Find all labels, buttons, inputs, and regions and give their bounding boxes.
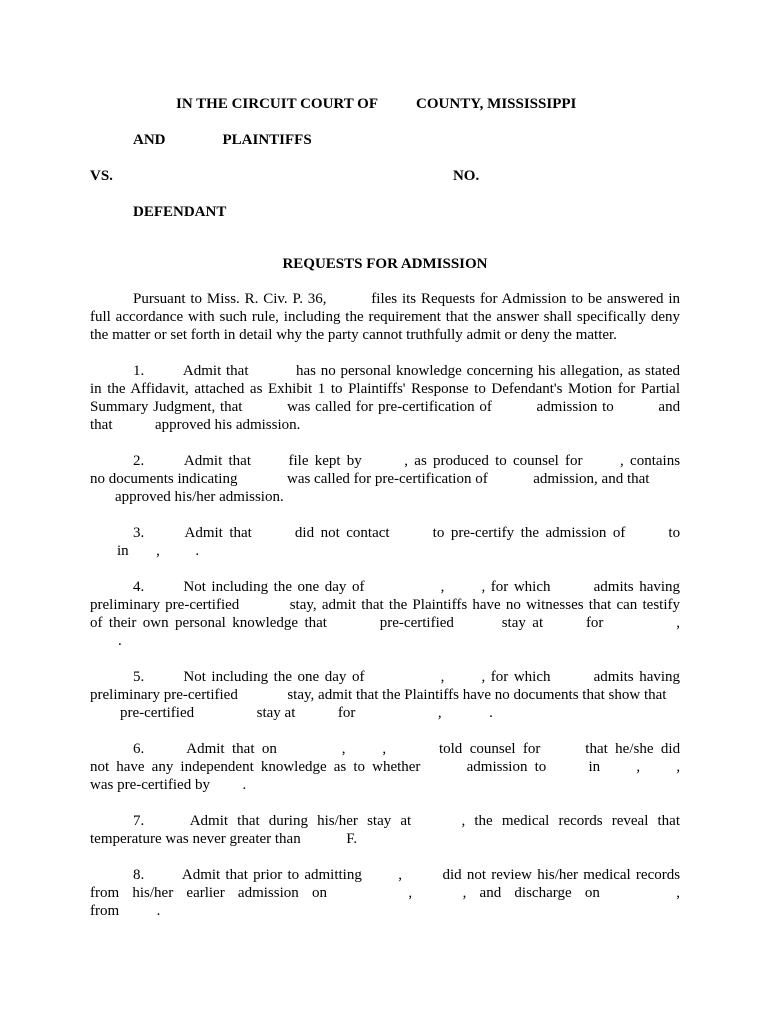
text-run: , as produced to counsel for (404, 453, 583, 469)
blank-field (394, 752, 432, 753)
text-run: 6. (133, 741, 145, 757)
text-run: Not including the one day of (183, 579, 365, 595)
text-run: 1. (133, 363, 145, 379)
text-run: from his/her earlier admission on (90, 885, 327, 901)
text-line (90, 704, 680, 722)
text-run: , (676, 615, 680, 631)
blank-field (613, 896, 663, 897)
text-run: stay, admit that the Plaintiffs have no documents that show that (287, 687, 667, 703)
blank-field (497, 410, 532, 411)
blank-field (304, 842, 342, 843)
text-run: . (489, 705, 493, 721)
text-line (90, 524, 680, 542)
text-run: admits having (593, 669, 680, 685)
text-run: , (156, 543, 160, 559)
text-run: from (90, 903, 120, 919)
text-line (90, 290, 680, 308)
text-run: approved his admission. (155, 417, 301, 433)
blank-field (132, 554, 152, 555)
text-line (90, 578, 680, 596)
blank-field (460, 626, 495, 627)
court-name-text: IN THE CIRCUIT COURT OF (176, 96, 379, 112)
blank-field (333, 626, 373, 627)
text-run: . (156, 903, 161, 919)
text-line (90, 380, 680, 398)
blank-field (367, 878, 393, 879)
text-run: , (408, 885, 413, 901)
caption-vs-line (90, 167, 680, 185)
text-run: that he/she did (585, 741, 680, 757)
blank-field (116, 428, 151, 429)
text-run: Not including the one day of (183, 669, 365, 685)
text-run: to (668, 525, 680, 541)
state-name-text: COUNTY, MISSISSIPPI (416, 96, 577, 112)
blank-field (149, 374, 179, 375)
blank-field (632, 536, 662, 537)
blank-field (340, 896, 395, 897)
vs-label: VS. (90, 168, 113, 184)
text-line (90, 614, 680, 632)
caption-plaintiffs-line (90, 131, 680, 149)
text-run: Admit that (182, 363, 249, 379)
text-line (90, 596, 680, 614)
text-run: , (636, 759, 641, 775)
text-line (90, 884, 680, 902)
text-run: pre-certified (379, 615, 454, 631)
text-run: 5. (133, 669, 145, 685)
text-run: , (676, 885, 680, 901)
text-run: did not review his/her medical records (442, 867, 680, 883)
text-run: of their own personal knowledge that (90, 615, 327, 631)
document-body (90, 290, 680, 920)
blank-field (548, 752, 578, 753)
text-run: was called for pre-certification of (286, 471, 488, 487)
text-line (90, 758, 680, 776)
text-run: 8. (133, 867, 145, 883)
text-line (90, 902, 680, 920)
plaintiffs-label: PLAINTIFFS (222, 132, 312, 148)
text-run: , contains (620, 453, 680, 469)
text-run: no documents indicating (90, 471, 238, 487)
blank-field (257, 464, 282, 465)
blank-field (253, 374, 291, 375)
blank-field (589, 464, 614, 465)
blank-field (245, 608, 285, 609)
intro-paragraph (90, 290, 680, 344)
text-run: Summary Judgment, that (90, 399, 243, 415)
text-line (90, 398, 680, 416)
blank-field (151, 536, 179, 537)
text-run: pre-certified (120, 705, 195, 721)
caption-court-line (90, 95, 680, 113)
blank-field (150, 680, 178, 681)
request-item-2 (90, 452, 680, 506)
text-run: , (440, 579, 445, 595)
blank-field (556, 590, 588, 591)
blank-field (214, 788, 239, 789)
text-run: admission to (536, 399, 614, 415)
text-line (90, 776, 680, 794)
blank-field (420, 824, 452, 825)
text-line (90, 362, 680, 380)
blank-field (241, 482, 283, 483)
request-item-1 (90, 362, 680, 434)
text-line (90, 452, 680, 470)
text-run: the matter or set forth in detail why the party cannot truthfully admit or deny the matter. (90, 327, 617, 343)
request-item-6 (90, 740, 680, 794)
text-run: approved his/her admission. (115, 489, 284, 505)
text-run: Admit that (183, 453, 251, 469)
text-run: was pre-certified by (90, 777, 210, 793)
blank-field (407, 878, 437, 879)
plaintiff-name-blank-field (166, 143, 223, 144)
text-run: Pursuant to Miss. R. Civ. P. 36, (133, 291, 327, 307)
text-run: told counsel for (438, 741, 541, 757)
blank-field (353, 752, 375, 753)
text-run: was called for pre-certification of (287, 399, 492, 415)
request-item-8 (90, 866, 680, 920)
and-label: AND (133, 132, 166, 148)
text-run: Admit that during his/her stay at (189, 813, 412, 829)
text-run: Admit that (184, 525, 252, 541)
blank-field (299, 716, 334, 717)
blank-field (370, 680, 435, 681)
text-line (90, 326, 680, 344)
text-line (90, 686, 680, 704)
caption-defendant-line (90, 203, 680, 221)
blank-field (258, 536, 288, 537)
request-item-7 (90, 812, 680, 848)
text-line (90, 740, 680, 758)
blank-field (553, 770, 581, 771)
text-run: Admit that prior to admitting (181, 867, 362, 883)
text-run: F. (346, 831, 358, 847)
text-run: , the medical records reveal that (461, 813, 680, 829)
blank-field (242, 698, 284, 699)
text-run: stay, admit that the Plaintiffs have no witnesses that can testify (289, 597, 680, 613)
blank-field (370, 590, 435, 591)
blank-field (198, 716, 253, 717)
blank-field (284, 752, 334, 753)
document-title: REQUESTS FOR ADMISSION (282, 256, 488, 272)
blank-field (331, 302, 366, 303)
text-run: in (117, 543, 129, 559)
blank-field (152, 752, 180, 753)
text-run: did not contact (294, 525, 390, 541)
blank-field (153, 824, 181, 825)
text-line (90, 470, 680, 488)
text-line (90, 542, 680, 560)
blank-field (450, 680, 476, 681)
text-run: has no personal knowledge concerning his allegation, as stated (296, 363, 680, 379)
text-run: . (242, 777, 247, 793)
text-line (90, 416, 680, 434)
text-run: , and discharge on (462, 885, 600, 901)
county-blank-field (378, 107, 416, 108)
text-line (90, 488, 680, 506)
blank-field (164, 554, 192, 555)
text-run: admission to (466, 759, 547, 775)
text-run: for (585, 615, 604, 631)
blank-field (445, 716, 485, 717)
text-run: stay at (256, 705, 296, 721)
text-run: preliminary pre-certified (90, 597, 240, 613)
blank-field (123, 914, 153, 915)
blank-field (150, 590, 178, 591)
text-run: . (195, 543, 200, 559)
text-run: , (676, 759, 680, 775)
blank-field (428, 770, 460, 771)
text-run: preliminary pre-certified (90, 687, 238, 703)
text-run: , (382, 741, 387, 757)
blank-field (368, 464, 398, 465)
text-run: temperature was never greater than (90, 831, 301, 847)
text-run: full accordance with such rule, including the requirement that the answer shall specifically deny (90, 309, 680, 325)
blank-field (607, 770, 629, 771)
text-run: that (90, 417, 113, 433)
defendant-label: DEFENDANT (133, 204, 227, 220)
blank-field (151, 464, 179, 465)
text-line (90, 308, 680, 326)
text-run: and (658, 399, 680, 415)
blank-field (619, 410, 654, 411)
request-item-3 (90, 524, 680, 560)
text-run: files its Requests for Admission to be answered in (371, 291, 680, 307)
text-run: admission, and that (533, 471, 650, 487)
text-run: Admit that on (186, 741, 277, 757)
text-line (90, 830, 680, 848)
text-run: to pre-certify the admission of (432, 525, 626, 541)
blank-field (610, 626, 670, 627)
request-item-5 (90, 668, 680, 722)
text-line (90, 668, 680, 686)
blank-field (247, 410, 282, 411)
blank-field (647, 770, 669, 771)
text-run: file kept by (288, 453, 362, 469)
text-run: , (398, 867, 403, 883)
case-number-label: NO. (452, 168, 480, 184)
text-run: , (437, 705, 442, 721)
text-run: not have any independent knowledge as to whether (90, 759, 421, 775)
text-line (90, 632, 680, 650)
text-run: , (440, 669, 445, 685)
text-run: , for which (481, 669, 551, 685)
text-run: stay at (501, 615, 544, 631)
text-run: 4. (133, 579, 145, 595)
text-run: , (341, 741, 346, 757)
document-page (90, 95, 680, 938)
text-run: . (118, 633, 122, 649)
blank-field (149, 878, 177, 879)
text-line (90, 812, 680, 830)
request-item-4 (90, 578, 680, 650)
text-run: for (337, 705, 356, 721)
text-run: in (588, 759, 601, 775)
blank-field (550, 626, 580, 627)
blank-field (491, 482, 529, 483)
blank-field (359, 716, 434, 717)
text-line (90, 866, 680, 884)
blank-field (396, 536, 426, 537)
blank-field (425, 896, 449, 897)
case-number-blank-field (113, 179, 453, 180)
blank-field (556, 680, 588, 681)
text-run: 7. (133, 813, 145, 829)
text-run: , for which (481, 579, 551, 595)
text-run: admits having (593, 579, 680, 595)
text-run: 3. (133, 525, 145, 541)
blank-field (450, 590, 476, 591)
text-run: in the Affidavit, attached as Exhibit 1 to Plaintiffs' Response to Defendant's Motion for Partial (90, 381, 680, 397)
text-run: 2. (133, 453, 145, 469)
